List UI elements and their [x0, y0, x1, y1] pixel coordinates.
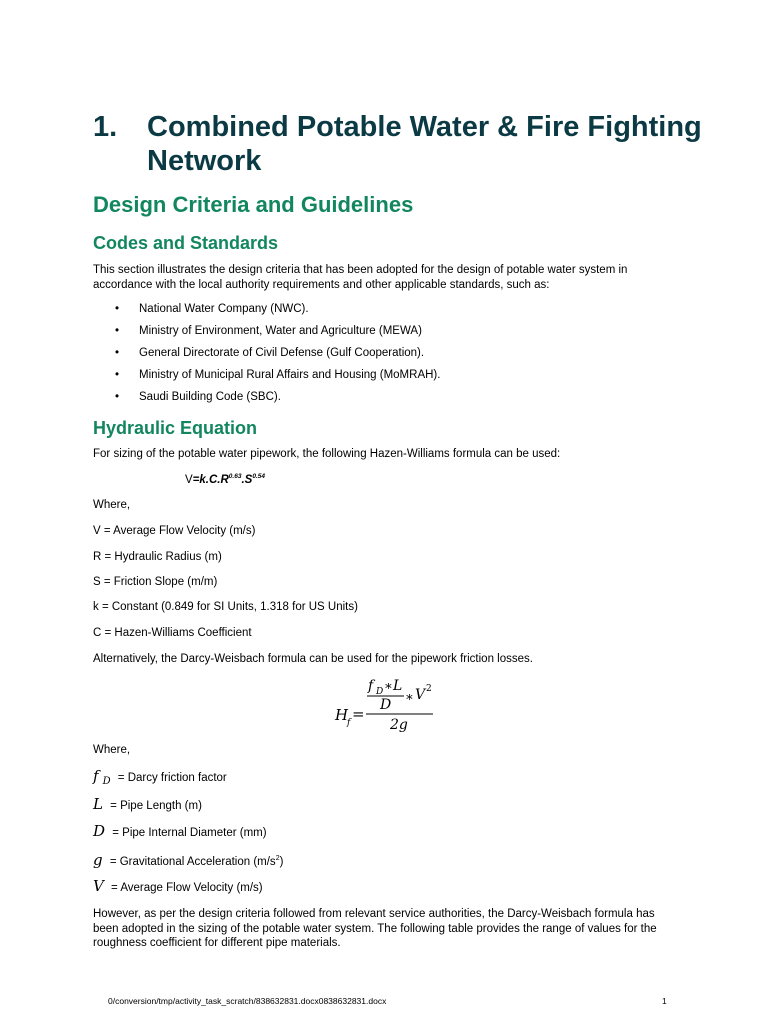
variable-description: = Darcy friction factor [117, 772, 227, 784]
footer-file-path: 0/conversion/tmp/activity_task_scratch/838632831.docx0838632831.docx [108, 996, 387, 1006]
list-item-text: Ministry of Municipal Rural Affairs and Housing (MoMRAH). [139, 369, 441, 381]
formula-velocity-exponent: 2 [426, 684, 432, 694]
formula-numerator-f: f [368, 678, 374, 694]
formula-numerator-l: L [393, 678, 403, 694]
bullet-icon: • [115, 369, 120, 381]
darcy-variable-definition [93, 877, 263, 897]
unit-exponent: 2 [275, 855, 280, 862]
formula-velocity: V [415, 687, 426, 703]
variable-definition: V = Average Flow Velocity (m/s) [93, 525, 256, 537]
footer-page-number: 1 [662, 996, 667, 1006]
bullet-icon: • [115, 303, 120, 315]
list-item [93, 390, 673, 412]
alternative-paragraph: Alternatively, the Darcy-Weisbach formula can be used for the pipework friction losses. [93, 653, 533, 665]
multiply-sign: ∗ [384, 679, 393, 694]
where-label: Where, [93, 499, 131, 511]
formula-denominator-g: 2g [390, 717, 408, 733]
list-item-text: General Directorate of Civil Defense (Gulf Cooperation). [139, 347, 425, 359]
list-item [93, 324, 673, 346]
variable-subscript: D [102, 776, 111, 788]
variable-definition: S = Friction Slope (m/m) [93, 576, 218, 588]
where-label: Where, [93, 744, 131, 756]
bullet-icon: • [115, 347, 120, 359]
darcy-variable-definition [93, 795, 202, 815]
formula-lhs: H [335, 706, 349, 724]
formula-body: =k.C.R [192, 474, 229, 486]
variable-symbol: g [93, 851, 103, 869]
darcy-variable-definition [93, 850, 283, 871]
variable-description: = Pipe Internal Diameter (mm) [112, 827, 267, 839]
variable-description: = Gravitational Acceleration (m/s [109, 856, 276, 868]
darcy-weisbach-formula [330, 672, 440, 738]
darcy-variable-definition [93, 767, 227, 791]
variable-symbol: V [93, 877, 104, 895]
variable-symbol: f [93, 767, 99, 785]
formula-exponent: 0.63 [228, 473, 242, 480]
closing-paragraph: However, as per the design criteria followed from relevant service authorities, the Darcy-Weisbach formula has been adopted in the sizing of the potable water system. The following table provides the range of values for the roughness coefficient for different pipe materials. [93, 908, 657, 949]
hydraulic-intro-paragraph: For sizing of the potable water pipework, the following Hazen-Williams formula can be used: [93, 448, 561, 460]
list-item [93, 368, 673, 390]
formula-lhs-subscript: f [347, 718, 351, 728]
hazen-williams-formula [185, 473, 265, 486]
list-item-text: Ministry of Environment, Water and Agriculture (MEWA) [139, 325, 422, 337]
chapter-heading [93, 110, 713, 178]
formula-lead: V [185, 474, 193, 486]
variable-definition: R = Hydraulic Radius (m) [93, 551, 222, 563]
variable-definition: C = Hazen-Williams Coefficient [93, 627, 252, 639]
list-item [93, 346, 673, 368]
equals-sign: = [352, 705, 365, 723]
variable-definition: k = Constant (0.849 for SI Units, 1.318 for US Units) [93, 601, 358, 613]
variable-description-tail: ) [279, 856, 284, 868]
list-item [93, 302, 673, 324]
formula-exponent: 0.54 [252, 473, 265, 480]
bullet-icon: • [115, 325, 120, 337]
variable-symbol: D [93, 822, 106, 840]
standards-list [93, 302, 673, 412]
darcy-variable-definition [93, 822, 267, 842]
formula-denominator-d: D [380, 697, 392, 713]
subsection-heading-hydraulic: Hydraulic Equation [93, 418, 258, 438]
list-item-text: National Water Company (NWC). [139, 303, 309, 315]
codes-intro-paragraph: This section illustrates the design criteria that has been adopted for the design of potable water system in accordance with the local authority requirements and other applicable standards, such as: [93, 264, 628, 291]
formula-body: .S [241, 474, 253, 486]
bullet-icon: • [115, 391, 120, 403]
chapter-title: Combined Potable Water & Fire Fighting Network [147, 111, 702, 177]
variable-description: = Average Flow Velocity (m/s) [111, 882, 263, 894]
variable-description: = Pipe Length (m) [110, 800, 202, 812]
multiply-sign: ∗ [405, 690, 414, 705]
variable-symbol: L [93, 795, 103, 813]
formula-numerator-subscript: D [376, 687, 384, 697]
chapter-number: 1. [93, 111, 118, 143]
list-item-text: Saudi Building Code (SBC). [139, 391, 281, 403]
section-heading-design: Design Criteria and Guidelines [93, 192, 414, 217]
subsection-heading-codes: Codes and Standards [93, 233, 279, 253]
